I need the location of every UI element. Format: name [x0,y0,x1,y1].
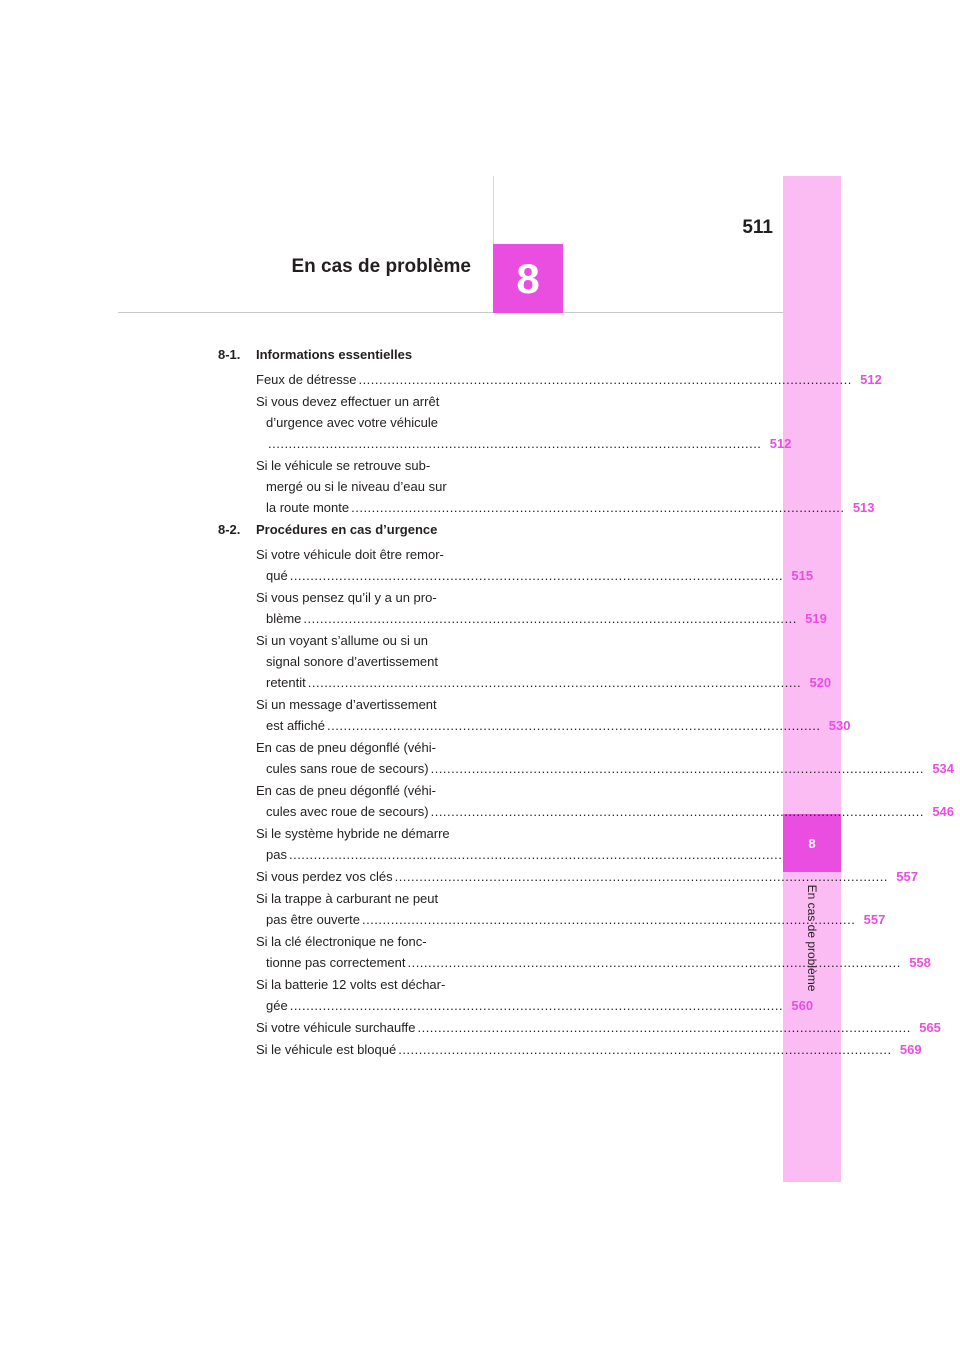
toc-entry-text: d’urgence avec votre véhicule [266,415,438,430]
toc-page-link[interactable]: 555 [790,847,813,862]
side-tab-label: En cas de problème [805,884,819,992]
toc-entry-text: est affiché [266,718,326,733]
toc-page-link[interactable]: 512 [769,436,792,451]
toc-entry-lastline [256,952,931,973]
toc-section-title: Procédures en cas d’urgence [256,522,438,537]
toc-page-link[interactable]: 513 [852,500,875,515]
toc-entry[interactable] [256,630,832,693]
toc-entry[interactable] [256,587,827,629]
dot-leader: ........................................................................................................................ [417,1020,911,1035]
toc-entry[interactable] [256,1017,941,1038]
toc-page-link[interactable]: 565 [919,1020,941,1035]
dot-leader: ........................................................................................................................ [303,611,797,626]
toc-entry[interactable] [256,737,955,779]
toc-entry-lastline [256,565,814,586]
toc-entry-text: la route monte [266,500,350,515]
toc-entry[interactable] [256,974,814,1016]
toc-entry-text: pas [266,847,287,862]
dot-leader: ........................................................................................................................ [351,500,845,515]
toc-section-number: 8-2. [218,522,241,537]
toc-section-number: 8-1. [218,347,241,362]
toc-entry-lastline [256,909,886,930]
toc-page-link[interactable]: 557 [863,912,886,927]
dot-leader: ........................................................................................................................ [268,436,762,451]
toc-entry-text: Si vous pensez qu’il y a un pro- [256,590,437,605]
toc-page-link[interactable]: 569 [899,1042,922,1057]
toc-entry[interactable] [256,369,882,390]
toc-entry-text: tionne pas correctement [266,955,406,970]
toc-entry-text: cules avec roue de secours) [266,804,429,819]
toc-entry-text: Si vous perdez vos clés [256,869,393,884]
toc-entry-text: qué [266,568,288,583]
toc-section-heading [218,521,468,538]
chapter-title: En cas de problème [291,256,471,277]
toc-entry-text: signal sonore d’avertissement [266,654,438,669]
toc-entry[interactable] [256,1039,922,1060]
toc-entry[interactable] [256,391,792,454]
dot-leader: ........................................................................................................................ [430,761,925,776]
side-tab-number: 8 [783,814,841,872]
toc-page-link[interactable]: 557 [896,869,918,884]
toc-page-link[interactable]: 530 [828,718,851,733]
dot-leader: ........................................................................................................................ [289,568,784,583]
toc-entry-lastline [256,672,832,693]
toc-entry-text: Si votre véhicule doit être remor- [256,547,444,562]
dot-leader: ........................................................................................................................ [327,718,821,733]
toc-entry-text: Si votre véhicule surchauffe [256,1020,416,1035]
toc-entry-lastline [256,866,918,887]
toc-entry[interactable] [256,823,813,865]
toc-page-link[interactable]: 560 [791,998,814,1013]
dot-leader: ........................................................................................................................ [361,912,856,927]
toc-entry-text: retentit [266,675,306,690]
toc-entry[interactable] [256,694,851,736]
toc-section-heading [218,346,468,363]
toc-page-link[interactable]: 515 [791,568,814,583]
toc-page-link[interactable]: 520 [809,675,832,690]
toc-entry-text: gée [266,998,288,1013]
toc-entry-text: Feux de détresse [256,372,357,387]
toc-page-link[interactable]: 534 [932,761,955,776]
toc-entry-lastline [256,995,814,1016]
dot-leader: ........................................................................................................................ [430,804,925,819]
toc-entry[interactable] [256,888,886,930]
toc-entry-text: cules sans roue de secours) [266,761,429,776]
toc-entry-lastline [256,758,955,779]
dot-leader: ........................................................................................................................ [307,675,802,690]
toc-entry-text: pas être ouverte [266,912,360,927]
header-divider [493,176,494,246]
header-rule [118,312,783,313]
dot-leader: ........................................................................................................................ [398,1042,892,1057]
toc-page-link[interactable]: 519 [805,611,827,626]
toc-entry-lastline [256,844,813,865]
toc-entry-text: Si le véhicule se retrouve sub- [256,458,431,473]
toc-entry-text: En cas de pneu dégonflé (véhi- [256,783,436,798]
toc-entry-lastline [256,1039,922,1060]
toc-entry[interactable] [256,780,955,822]
toc-entry-lastline [256,369,882,390]
toc-entry-lastline [256,715,851,736]
toc-entry-text: Si la clé électronique ne fonc- [256,934,427,949]
toc-entry[interactable] [256,931,931,973]
toc-section-title: Informations essentielles [256,347,413,362]
toc-entry-text: Si un voyant s’allume ou si un [256,633,428,648]
toc-entry-text: Si la trappe à carburant ne peut [256,891,439,906]
toc-entry-text: Si le système hybride ne démarre [256,826,450,841]
toc-entry-lastline [256,433,792,454]
toc-page-link[interactable]: 546 [932,804,955,819]
toc-entry[interactable] [256,866,918,887]
toc-page-link[interactable]: 558 [909,955,931,970]
dot-leader: ........................................................................................................................ [394,869,888,884]
toc-page-link[interactable]: 512 [860,372,882,387]
toc-entry-text: blème [266,611,302,626]
toc-entry-lastline [256,801,955,822]
dot-leader: ........................................................................................................................ [358,372,852,387]
toc-entry-text: Si un message d’avertissement [256,697,437,712]
dot-leader: ........................................................................................................................ [288,847,783,862]
toc-entry-lastline [256,1017,941,1038]
page-number: 511 [742,217,773,238]
toc-entry-text: Si le véhicule est bloqué [256,1042,397,1057]
toc-entry-lastline [256,497,875,518]
toc-entry-text: mergé ou si le niveau d’eau sur [266,479,447,494]
chapter-number-box: 8 [493,244,563,313]
toc-entry-text: Si la batterie 12 volts est déchar- [256,977,446,992]
toc-entry-lastline [256,608,827,629]
toc-entry-text: En cas de pneu dégonflé (véhi- [256,740,436,755]
dot-leader: ........................................................................................................................ [407,955,901,970]
toc-entry[interactable] [256,455,875,518]
toc-entry-text: Si vous devez effectuer un arrêt [256,394,440,409]
dot-leader: ........................................................................................................................ [289,998,784,1013]
toc-entry[interactable] [256,544,814,586]
